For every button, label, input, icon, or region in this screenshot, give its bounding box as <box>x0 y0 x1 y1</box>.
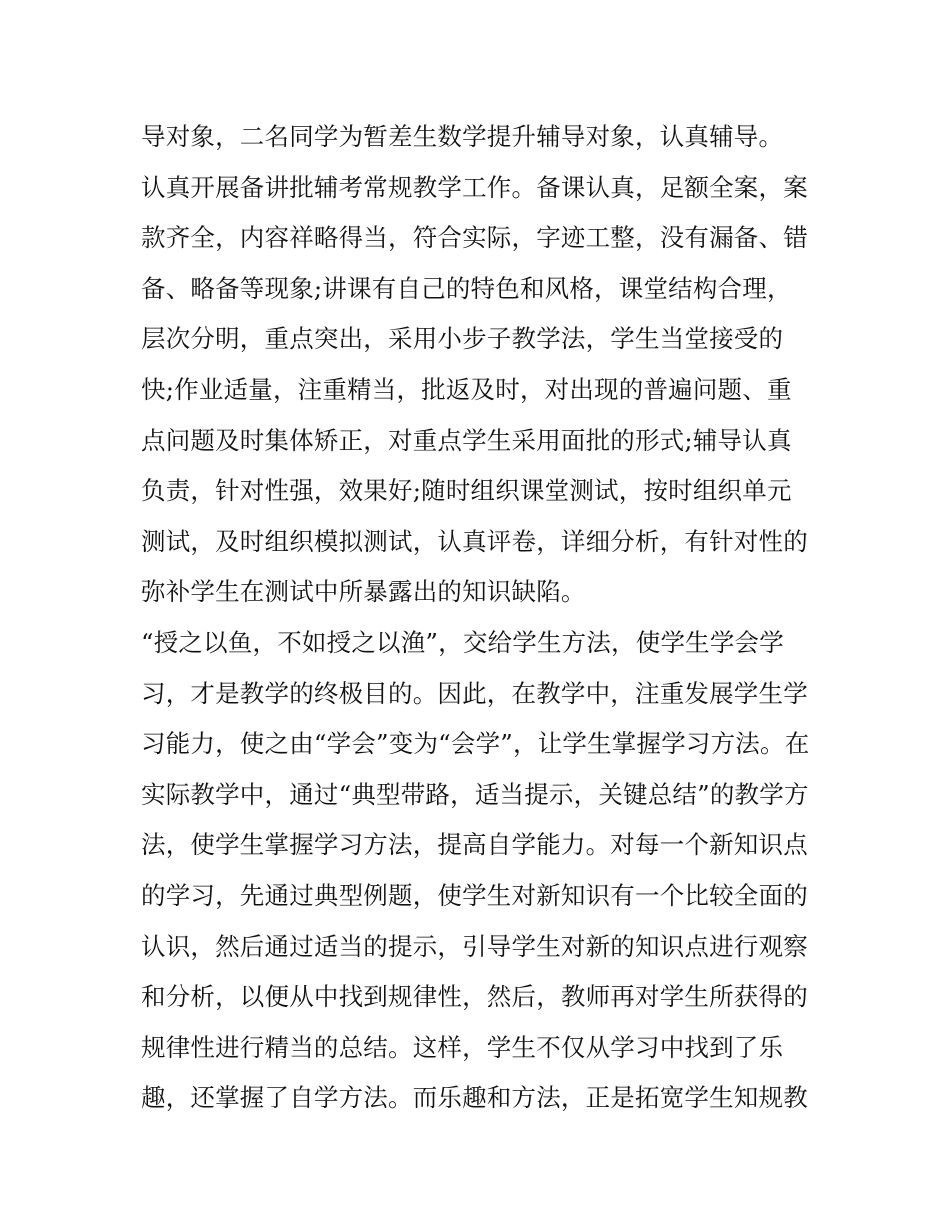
text-line: 认真开展备讲批辅考常规教学工作。备课认真，足额全案，案 <box>141 172 808 202</box>
text-line: 备、略备等现象;讲课有自己的特色和风格，课堂结构合理， <box>141 273 792 303</box>
text-line: “授之以鱼，不如授之以渔”，交给学生方法，使学生学会学 <box>141 627 784 657</box>
text-line: 快;作业适量，注重精当，批返及时，对出现的普遍问题、重 <box>141 374 792 404</box>
text-line: 实际教学中，通过“典型带路，适当提示，关键总结”的教学方 <box>141 779 809 809</box>
text-line: 的学习，先通过典型例题，使学生对新知识有一个比较全面的 <box>141 880 808 910</box>
text-line: 认识，然后通过适当的提示，引导学生对新的知识点进行观察 <box>141 931 808 961</box>
text-line: 趣，还掌握了自学方法。而乐趣和方法，正是拓宽学生知规教 <box>141 1083 808 1113</box>
text-line: 弥补学生在测试中所暴露出的知识缺陷。 <box>141 577 586 607</box>
text-line: 点问题及时集体矫正，对重点学生采用面批的形式;辅导认真 <box>141 425 792 455</box>
text-line: 层次分明，重点突出，采用小步子教学法，学生当堂接受的 <box>141 324 784 354</box>
text-line: 规律性进行精当的总结。这样，学生不仅从学习中找到了乐 <box>141 1032 784 1062</box>
text-line: 习，才是教学的终极目的。因此，在教学中，注重发展学生学 <box>141 678 808 708</box>
text-line: 测试，及时组织模拟测试，认真评卷，详细分析，有针对性的 <box>141 526 808 556</box>
text-line: 款齐全，内容祥略得当，符合实际，字迹工整，没有漏备、错 <box>141 223 808 253</box>
text-line: 导对象，二名同学为暂差生数学提升辅导对象，认真辅导。 <box>141 122 784 151</box>
text-line: 负责，针对性强，效果好;随时组织课堂测试，按时组织单元 <box>141 476 792 506</box>
text-line: 法，使学生掌握学习方法，提高自学能力。对每一个新知识点 <box>141 830 808 860</box>
text-line: 和分析，以便从中找到规律性，然后，教师再对学生所获得的 <box>141 982 808 1012</box>
body-text <box>141 112 821 1124</box>
text-line: 习能力，使之由“学会”变为“会学”，让学生掌握学习方法。在 <box>141 729 810 759</box>
